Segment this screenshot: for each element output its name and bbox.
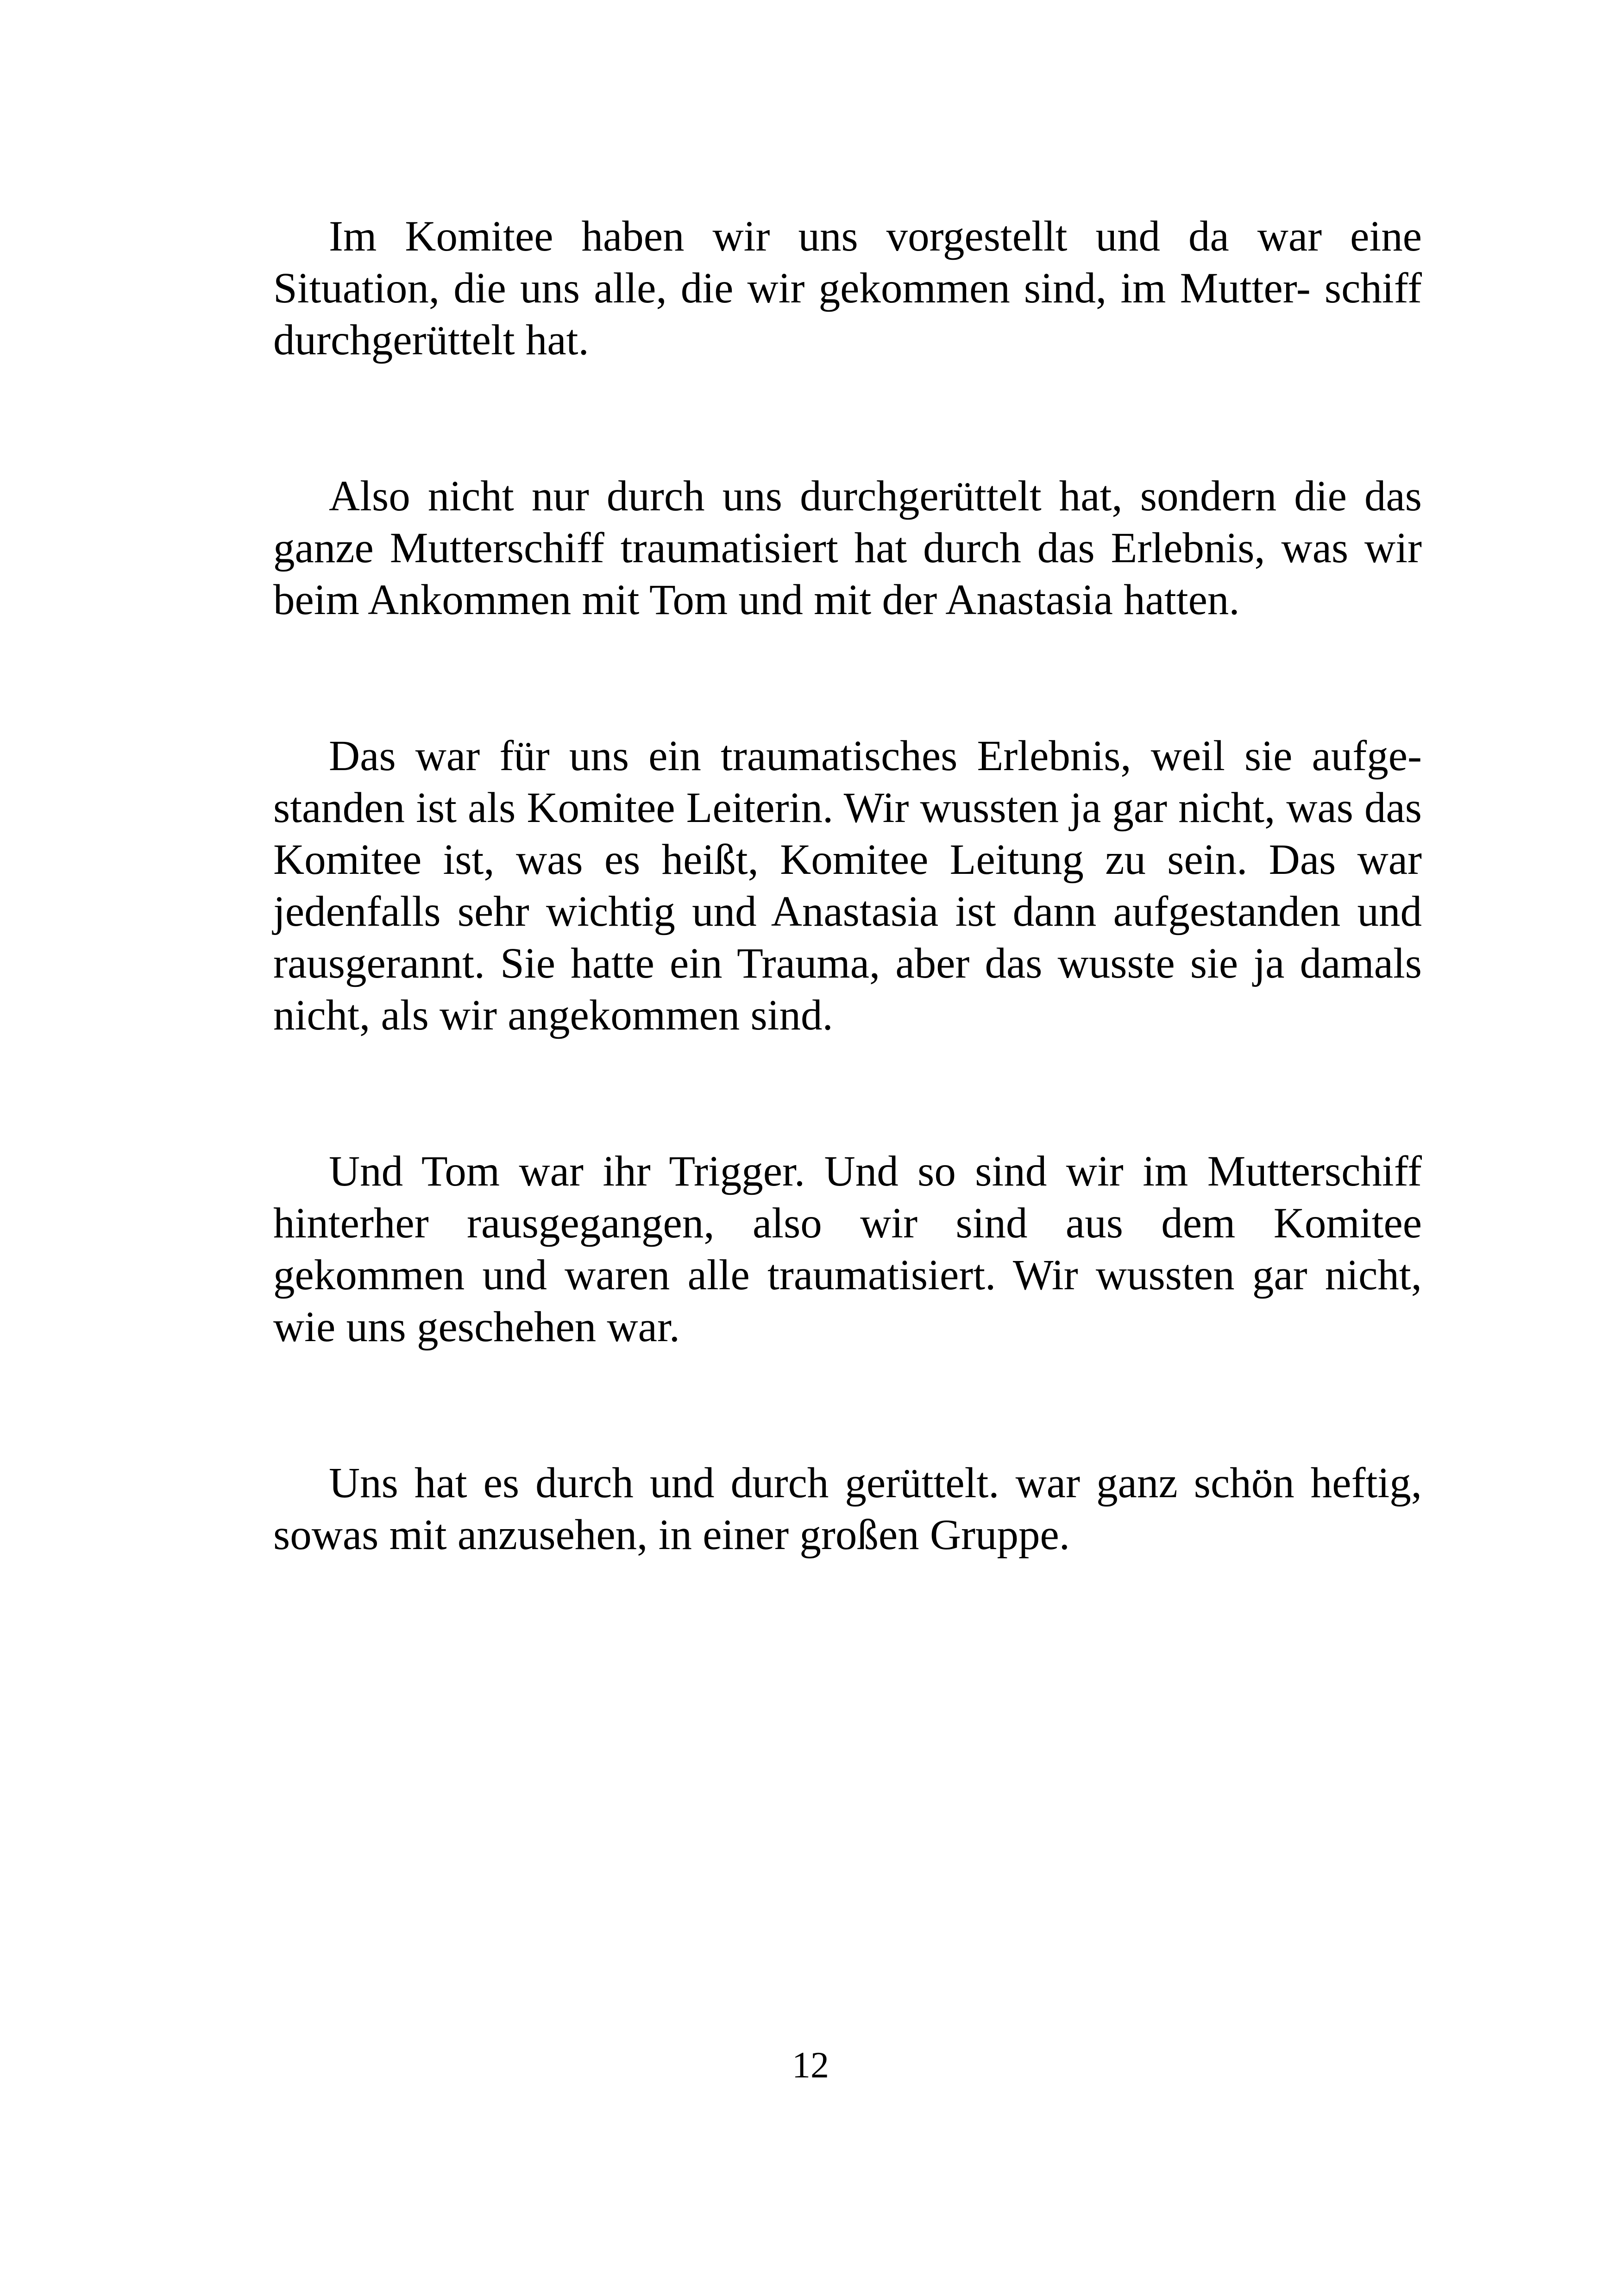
body-text [273, 211, 1422, 1561]
paragraph-3: Das war für uns ein traumatisches Erlebnis, weil sie aufge- standen ist als Komitee Leiterin. Wir wussten ja gar nicht, was das Komitee ist, was es heißt, Komitee Leitung zu sein. Das war jedenfalls sehr wichtig und Anastasia ist dann aufgestanden und rausgerannt. Sie hatte ein Trauma, aber das wusste sie ja damals nicht, als wir angekommen sind. [273, 732, 1422, 1039]
paragraph-4: Und Tom war ihr Trigger. Und so sind wir im Mutterschiff hinterher rausgegangen, also wir sind aus dem Komitee gekommen und waren alle traumatisiert. Wir wussten gar nicht, wie uns geschehen war. [273, 1148, 1422, 1351]
page-number: 12 [792, 2045, 829, 2086]
paragraph-5: Uns hat es durch und durch gerüttelt. war ganz schön heftig, sowas mit anzusehen, in einer großen Gruppe. [273, 1459, 1422, 1559]
paragraph-1: Im Komitee haben wir uns vorgestellt und da war eine Situation, die uns alle, die wir gekommen sind, im Mutter- schiff durchgerüttelt hat. [273, 213, 1422, 364]
paragraph-2: Also nicht nur durch uns durchgerüttelt hat, sondern die das ganze Mutterschiff traumatisiert hat durch das Erlebnis, was wir beim Ankommen mit Tom und mit der Anastasia hatten. [273, 472, 1422, 624]
